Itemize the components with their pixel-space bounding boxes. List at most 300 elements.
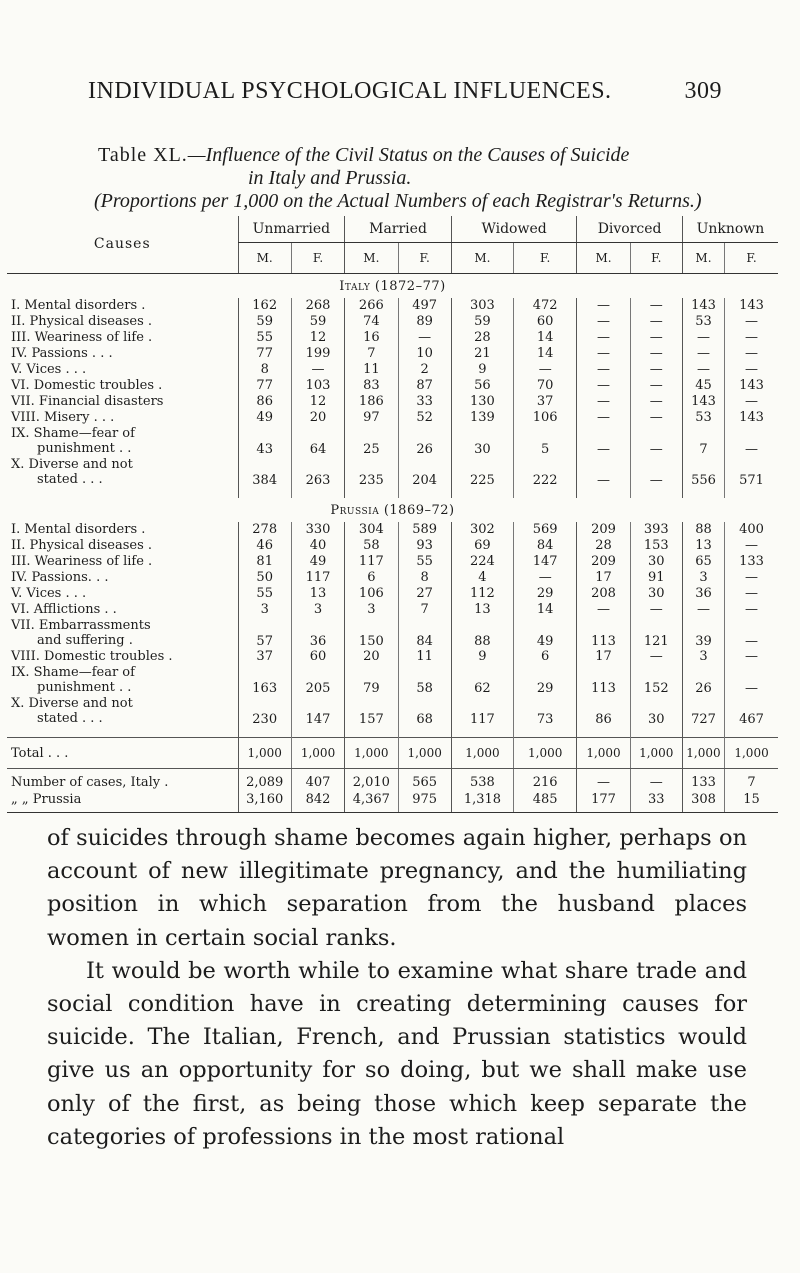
- table-cell: 25: [345, 426, 398, 457]
- table-cell: —: [577, 769, 630, 793]
- cause-label: V. Vices . . .: [11, 586, 87, 601]
- table-cell: 86: [577, 696, 630, 727]
- table-cell: 12: [291, 394, 344, 410]
- table-cell: —: [725, 346, 778, 362]
- table-cell: —: [725, 665, 778, 696]
- sub-header: M.: [451, 243, 513, 274]
- table-cell: 59: [451, 314, 513, 330]
- table-cell: 20: [291, 410, 344, 426]
- table-cell: —: [577, 378, 630, 394]
- table-cell: 33: [398, 394, 451, 410]
- table-cell: 7: [725, 769, 778, 793]
- paragraph: of suicides through shame becomes again higher, perhaps on account of new illegitimate pregnancy, and the humiliating position in which separation from the husband places women in certain social ranks.: [47, 825, 747, 951]
- cause-label: VIII. Domestic troubles .: [11, 649, 173, 664]
- table-row: [7, 410, 778, 426]
- table-row: [7, 330, 778, 346]
- table-cell: —: [682, 330, 724, 346]
- cause-label: II. Physical diseases .: [11, 538, 153, 553]
- table-cell: 230: [238, 696, 291, 727]
- table-cell: —: [291, 362, 344, 378]
- table-cell: 30: [451, 426, 513, 457]
- table-cell: 13: [291, 586, 344, 602]
- table-cell: 17: [577, 570, 630, 586]
- table-cell: —: [577, 602, 630, 618]
- table-cell: 27: [398, 586, 451, 602]
- group-unknown: Unknown: [682, 216, 778, 243]
- cause-label: III. Weariness of life .: [11, 554, 153, 569]
- table-cell: 1,000: [514, 738, 577, 769]
- table-cell: 91: [630, 570, 682, 586]
- table-cell: —: [630, 314, 682, 330]
- table-cell: 59: [291, 314, 344, 330]
- italy-heading: Italy (1872–77): [339, 278, 446, 294]
- table-cell: 1,000: [291, 738, 344, 769]
- table-cell: 5: [514, 426, 577, 457]
- cause-label: X. Diverse and not stated . . .: [11, 457, 133, 487]
- table-cell: 3: [682, 649, 724, 665]
- table-cell: 29: [514, 665, 577, 696]
- table-cell: —: [630, 362, 682, 378]
- table-cell: 29: [514, 586, 577, 602]
- table-cell: 106: [345, 586, 398, 602]
- table-cell: 139: [451, 410, 513, 426]
- cause-label: X. Diverse and not stated . . .: [11, 696, 133, 726]
- table-cell: 117: [291, 570, 344, 586]
- table-row: [7, 346, 778, 362]
- table-row: [7, 649, 778, 665]
- table-cell: 143: [725, 298, 778, 314]
- cause-label: IX. Shame—fear of punishment . .: [11, 665, 135, 695]
- table-cell: 103: [291, 378, 344, 394]
- table-cell: 81: [238, 554, 291, 570]
- table-row: [7, 586, 778, 602]
- table-cell: 162: [238, 298, 291, 314]
- table-cell: 86: [238, 394, 291, 410]
- table-cell: 62: [451, 665, 513, 696]
- table-cell: 1,000: [451, 738, 513, 769]
- cause-label: VI. Domestic troubles .: [11, 378, 163, 393]
- table-cell: 45: [682, 378, 724, 394]
- table-cell: 7: [398, 602, 451, 618]
- prussia-heading: Prussia (1869–72): [330, 502, 455, 518]
- table-cell: 4: [451, 570, 513, 586]
- cause-label: III. Weariness of life .: [11, 330, 153, 345]
- table-cell: 263: [291, 457, 344, 488]
- table-cell: 133: [682, 769, 724, 793]
- table-cell: —: [630, 394, 682, 410]
- prussia-section: [7, 498, 778, 738]
- table-cell: 209: [577, 522, 630, 538]
- table-cell: —: [725, 538, 778, 554]
- suicide-causes-table: [7, 216, 778, 813]
- table-cell: 30: [630, 696, 682, 727]
- table-cell: —: [682, 346, 724, 362]
- table-cell: 112: [451, 586, 513, 602]
- table-cell: 26: [682, 665, 724, 696]
- table-cell: 143: [725, 410, 778, 426]
- table-row: [7, 618, 778, 649]
- table-cell: —: [725, 602, 778, 618]
- page-number: 309: [684, 78, 722, 104]
- table-cell: —: [630, 410, 682, 426]
- table-cell: 384: [238, 457, 291, 488]
- table-cell: —: [630, 346, 682, 362]
- sub-header: F.: [291, 243, 344, 274]
- table-cell: —: [630, 330, 682, 346]
- cause-label: IV. Passions. . .: [11, 570, 109, 585]
- table-cell: 13: [451, 602, 513, 618]
- table-cell: 60: [291, 649, 344, 665]
- table-cell: 565: [398, 769, 451, 793]
- table-cell: 97: [345, 410, 398, 426]
- table-cell: 7: [345, 346, 398, 362]
- table-cell: 88: [682, 522, 724, 538]
- table-cell: 2,010: [345, 769, 398, 793]
- table-cell: 117: [345, 554, 398, 570]
- table-cell: 208: [577, 586, 630, 602]
- table-cell: 571: [725, 457, 778, 488]
- table-cell: 14: [514, 330, 577, 346]
- table-cell: 58: [398, 665, 451, 696]
- table-cell: 36: [682, 586, 724, 602]
- table-cell: 556: [682, 457, 724, 488]
- group-widowed: Widowed: [451, 216, 577, 243]
- table-cell: 83: [345, 378, 398, 394]
- table-cell: 569: [514, 522, 577, 538]
- table-cell: 8: [238, 362, 291, 378]
- table-cell: 205: [291, 665, 344, 696]
- table-cell: 64: [291, 426, 344, 457]
- table-cell: 84: [398, 618, 451, 649]
- table-cell: 235: [345, 457, 398, 488]
- cause-label: Total . . .: [7, 738, 238, 769]
- table-cell: 157: [345, 696, 398, 727]
- table-cell: 43: [238, 426, 291, 457]
- table-cell: —: [577, 457, 630, 488]
- table-row: [7, 665, 778, 696]
- table-cell: —: [725, 314, 778, 330]
- table-cell: 70: [514, 378, 577, 394]
- table-cell: 9: [451, 649, 513, 665]
- table-cell: 58: [345, 538, 398, 554]
- table-cell: 975: [398, 792, 451, 813]
- table-cell: 84: [514, 538, 577, 554]
- table-cell: 12: [291, 330, 344, 346]
- cause-label: IV. Passions . . .: [11, 346, 113, 361]
- table-row: [7, 570, 778, 586]
- table-cell: 13: [682, 538, 724, 554]
- table-cell: —: [577, 362, 630, 378]
- table-cell: 143: [682, 394, 724, 410]
- group-divorced: Divorced: [577, 216, 683, 243]
- table-cell: 26: [398, 426, 451, 457]
- table-cell: 2,089: [238, 769, 291, 793]
- cause-label: II. Physical diseases .: [11, 314, 153, 329]
- table-cell: 7: [682, 426, 724, 457]
- table-cell: 40: [291, 538, 344, 554]
- table-cell: 55: [238, 586, 291, 602]
- table-row: [7, 362, 778, 378]
- table-cell: 9: [451, 362, 513, 378]
- table-cell: —: [725, 362, 778, 378]
- table-cell: 224: [451, 554, 513, 570]
- table-row: [7, 314, 778, 330]
- table-cell: 21: [451, 346, 513, 362]
- body-text: [47, 822, 747, 1154]
- table-cell: 472: [514, 298, 577, 314]
- group-married: Married: [345, 216, 452, 243]
- sub-header: F.: [630, 243, 682, 274]
- table-row: [7, 738, 778, 769]
- table-note: (Proportions per 1,000 on the Actual Numbers of each Registrar's Returns.): [94, 190, 702, 212]
- table-cell: —: [398, 330, 451, 346]
- table-cell: 330: [291, 522, 344, 538]
- table-cell: 222: [514, 457, 577, 488]
- table-cell: 65: [682, 554, 724, 570]
- table-row: [7, 522, 778, 538]
- sub-header: F.: [398, 243, 451, 274]
- table-cell: 59: [238, 314, 291, 330]
- italy-section: [7, 274, 778, 499]
- table-cell: 143: [725, 378, 778, 394]
- table-cell: —: [577, 314, 630, 330]
- sub-header: M.: [345, 243, 398, 274]
- table-cell: —: [630, 298, 682, 314]
- table-cell: —: [630, 769, 682, 793]
- table-cell: —: [577, 330, 630, 346]
- table-cell: 3: [345, 602, 398, 618]
- table-title-part2: in Italy and Prussia.: [248, 167, 412, 189]
- table-cell: —: [630, 426, 682, 457]
- table-cell: 1,000: [398, 738, 451, 769]
- table-cell: —: [514, 570, 577, 586]
- table-cell: 49: [514, 618, 577, 649]
- table-cell: 130: [451, 394, 513, 410]
- table-cell: 73: [514, 696, 577, 727]
- table-cell: 77: [238, 378, 291, 394]
- table-cell: 400: [725, 522, 778, 538]
- table-row: [7, 538, 778, 554]
- table-cell: —: [577, 426, 630, 457]
- table-cell: 2: [398, 362, 451, 378]
- table-cell: 30: [630, 554, 682, 570]
- table-cell: —: [682, 362, 724, 378]
- table-cell: 302: [451, 522, 513, 538]
- table-cell: 3: [291, 602, 344, 618]
- table-row: [7, 554, 778, 570]
- cause-label: IX. Shame—fear of punishment . .: [11, 426, 135, 456]
- table-cell: 467: [725, 696, 778, 727]
- table-cell: 15: [725, 792, 778, 813]
- table-cell: 216: [514, 769, 577, 793]
- table-cell: 266: [345, 298, 398, 314]
- table-cell: —: [514, 362, 577, 378]
- table-cell: 1,000: [682, 738, 724, 769]
- table-row: [7, 696, 778, 727]
- table-cell: 278: [238, 522, 291, 538]
- cause-label: I. Mental disorders .: [11, 522, 146, 537]
- cause-label: V. Vices . . .: [11, 362, 87, 377]
- table-cell: 88: [451, 618, 513, 649]
- table-cell: 3: [682, 570, 724, 586]
- table-cell: 842: [291, 792, 344, 813]
- table-cell: 727: [682, 696, 724, 727]
- table-cell: 68: [398, 696, 451, 727]
- table-cell: —: [725, 394, 778, 410]
- table-cell: 74: [345, 314, 398, 330]
- table-row: [7, 298, 778, 314]
- table-cell: 225: [451, 457, 513, 488]
- cause-label: Number of cases, Italy .: [11, 775, 169, 790]
- table-cell: —: [630, 602, 682, 618]
- paragraph: It would be worth while to examine what share trade and social condition have in creating determining causes for suicide. The Italian, French, and Prussian statistics would give us an opportunity for so doing, but we shall make use only of the first, as being those which keep separate the categories of professions in the most rational: [47, 957, 747, 1150]
- table-cell: 11: [398, 649, 451, 665]
- table-cell: 53: [682, 314, 724, 330]
- table-cell: 46: [238, 538, 291, 554]
- table-cell: 6: [514, 649, 577, 665]
- table-cell: 147: [291, 696, 344, 727]
- table-cell: 497: [398, 298, 451, 314]
- table-cell: 20: [345, 649, 398, 665]
- table-cell: 37: [514, 394, 577, 410]
- table-cell: 1,000: [345, 738, 398, 769]
- table-cell: 93: [398, 538, 451, 554]
- table-row: [7, 602, 778, 618]
- table-cell: 209: [577, 554, 630, 570]
- table-cell: 117: [451, 696, 513, 727]
- sub-header: F.: [514, 243, 577, 274]
- table-cell: 152: [630, 665, 682, 696]
- table-cell: 60: [514, 314, 577, 330]
- table-cell: 37: [238, 649, 291, 665]
- table-cell: 57: [238, 618, 291, 649]
- table-cell: 53: [682, 410, 724, 426]
- sub-header: M.: [682, 243, 724, 274]
- table-row: [7, 769, 778, 793]
- table-cell: 14: [514, 602, 577, 618]
- table-cell: 79: [345, 665, 398, 696]
- table-cell: —: [577, 346, 630, 362]
- table-cell: 17: [577, 649, 630, 665]
- table-cell: 3: [238, 602, 291, 618]
- table-cell: 28: [451, 330, 513, 346]
- table-cell: 69: [451, 538, 513, 554]
- table-cell: 308: [682, 792, 724, 813]
- table-cell: 268: [291, 298, 344, 314]
- table-cell: —: [577, 394, 630, 410]
- table-cell: —: [577, 410, 630, 426]
- sub-header: M.: [238, 243, 291, 274]
- table-cell: 163: [238, 665, 291, 696]
- table-cell: 33: [630, 792, 682, 813]
- table-cell: 49: [238, 410, 291, 426]
- table-cell: 204: [398, 457, 451, 488]
- table-cell: 16: [345, 330, 398, 346]
- cause-label: „ „ Prussia: [7, 792, 238, 813]
- table-cell: —: [725, 618, 778, 649]
- table-cell: —: [630, 378, 682, 394]
- table-cell: 30: [630, 586, 682, 602]
- table-cell: 49: [291, 554, 344, 570]
- table-cell: 10: [398, 346, 451, 362]
- table-row: [7, 457, 778, 488]
- table-cell: 106: [514, 410, 577, 426]
- table-cell: —: [725, 426, 778, 457]
- cause-label: VIII. Misery . . .: [11, 410, 115, 425]
- table-cell: —: [577, 298, 630, 314]
- table-cell: 36: [291, 618, 344, 649]
- table-cell: 407: [291, 769, 344, 793]
- table-cell: 52: [398, 410, 451, 426]
- sub-header: M.: [577, 243, 630, 274]
- group-unmarried: Unmarried: [238, 216, 345, 243]
- table-cell: 55: [398, 554, 451, 570]
- table-title-part1: —Influence of the Civil Status on the Causes of Suicide: [187, 144, 630, 166]
- summary-section: [7, 738, 778, 813]
- table-row: [7, 394, 778, 410]
- cause-label: VII. Embarrassments and suffering .: [11, 618, 151, 648]
- table-cell: 1,000: [238, 738, 291, 769]
- table-row: [7, 792, 778, 813]
- cause-label: VII. Financial disasters: [11, 394, 164, 409]
- table-row: [7, 426, 778, 457]
- table-cell: 199: [291, 346, 344, 362]
- table-cell: 113: [577, 618, 630, 649]
- table-cell: 147: [514, 554, 577, 570]
- table-cell: —: [725, 330, 778, 346]
- table-cell: —: [725, 570, 778, 586]
- table-cell: 121: [630, 618, 682, 649]
- table-cell: 303: [451, 298, 513, 314]
- table-cell: 1,000: [577, 738, 630, 769]
- table-cell: 153: [630, 538, 682, 554]
- table-cell: 6: [345, 570, 398, 586]
- table-cell: —: [725, 649, 778, 665]
- table-cell: 133: [725, 554, 778, 570]
- table-cell: —: [725, 586, 778, 602]
- table-cell: 393: [630, 522, 682, 538]
- table-cell: 1,000: [630, 738, 682, 769]
- table-cell: 89: [398, 314, 451, 330]
- table-label: Table XL.: [98, 144, 188, 166]
- table-cell: 39: [682, 618, 724, 649]
- table-cell: 4,367: [345, 792, 398, 813]
- table-cell: 1,318: [451, 792, 513, 813]
- table-cell: 87: [398, 378, 451, 394]
- table-cell: —: [630, 649, 682, 665]
- cause-label: I. Mental disorders .: [11, 298, 146, 313]
- table-row: [7, 378, 778, 394]
- table-cell: 485: [514, 792, 577, 813]
- table-cell: 150: [345, 618, 398, 649]
- table-cell: 8: [398, 570, 451, 586]
- table-cell: 28: [577, 538, 630, 554]
- table-cell: —: [682, 602, 724, 618]
- table-cell: —: [630, 457, 682, 488]
- running-head: INDIVIDUAL PSYCHOLOGICAL INFLUENCES.: [88, 78, 612, 104]
- table-cell: 589: [398, 522, 451, 538]
- table-cell: 1,000: [725, 738, 778, 769]
- sub-header: F.: [725, 243, 778, 274]
- table-cell: 55: [238, 330, 291, 346]
- causes-header: Causes: [7, 216, 238, 274]
- table-cell: 113: [577, 665, 630, 696]
- table-cell: 77: [238, 346, 291, 362]
- table-cell: 538: [451, 769, 513, 793]
- table-cell: 143: [682, 298, 724, 314]
- table-cell: 11: [345, 362, 398, 378]
- cause-label: VI. Afflictions . .: [11, 602, 117, 617]
